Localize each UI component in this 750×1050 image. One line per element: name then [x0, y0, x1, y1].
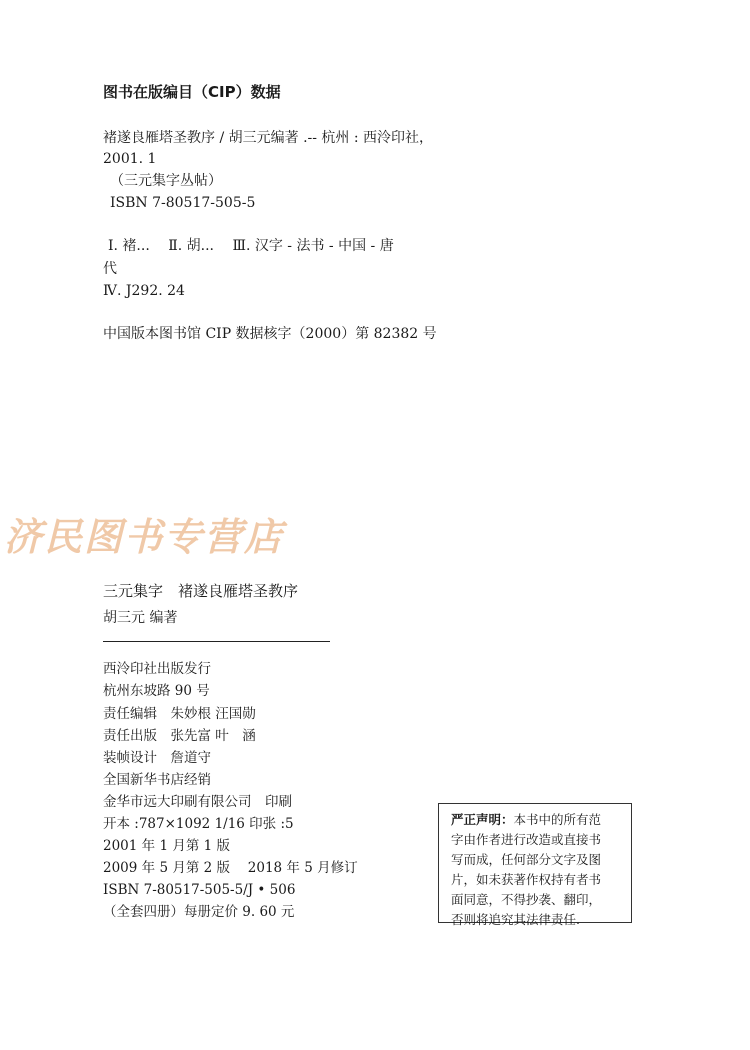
pub-line: 2001 年 1 月第 1 版 — [103, 838, 230, 854]
pub-line: ISBN 7-80517-505-5/J • 506 — [103, 882, 296, 898]
notice-line: 片，如未获著作权持有者书 — [451, 872, 602, 887]
cip-line: 代 — [103, 261, 117, 277]
cip-line: （三元集字丛帖） — [110, 173, 222, 189]
cip-line: Ⅰ. 褚... Ⅱ. 胡... Ⅲ. 汉字 - 法书 - 中国 - 唐 — [108, 238, 394, 254]
notice-text: 本书中的所有范 — [513, 812, 602, 827]
notice-line: 写而成，任何部分文字及图 — [451, 852, 602, 867]
pub-line: 装帧设计 詹道守 — [103, 750, 211, 766]
pub-line: 开本 :787×1092 1/16 印张 :5 — [103, 816, 294, 832]
cip-line: Ⅳ. J292. 24 — [103, 283, 185, 299]
pub-line: 杭州东坡路 90 号 — [103, 683, 210, 699]
book-title: 三元集字 褚遂良雁塔圣教序 — [103, 582, 299, 600]
notice-line: 面同意，不得抄袭、翻印， — [451, 892, 602, 907]
pub-line: 金华市远大印刷有限公司 印刷 — [103, 794, 292, 810]
notice-line: 否则将追究其法律责任. — [451, 912, 580, 927]
cip-line: ISBN 7-80517-505-5 — [110, 195, 256, 211]
pub-line: 2009 年 5 月第 2 版 2018 年 5 月修订 — [103, 860, 358, 876]
pub-line: 西泠印社出版发行 — [103, 661, 211, 677]
cip-title: 图书在版编目（CIP）数据 — [103, 83, 281, 101]
copyright-notice — [438, 803, 632, 927]
notice-line — [451, 810, 623, 830]
pub-line: 责任出版 张先富 叶 涵 — [103, 728, 256, 744]
price-line: （全套四册）每册定价 9. 60 元 — [103, 904, 295, 920]
notice-heading: 严正声明： — [451, 812, 514, 827]
cip-line: 2001. 1 — [103, 151, 157, 167]
pub-line: 全国新华书店经销 — [103, 772, 211, 788]
notice-line: 字由作者进行改造或直接书 — [451, 832, 602, 847]
store-watermark: 济民图书专营店 — [4, 514, 285, 559]
cip-number: 中国版本图书馆 CIP 数据核字（2000）第 82382 号 — [103, 326, 437, 342]
divider — [103, 641, 330, 642]
book-author: 胡三元 编著 — [103, 610, 178, 626]
cip-line: 褚遂良雁塔圣教序 / 胡三元编著 .-- 杭州 : 西泠印社， — [103, 130, 434, 146]
pub-line: 责任编辑 朱妙根 汪国勋 — [103, 706, 256, 722]
